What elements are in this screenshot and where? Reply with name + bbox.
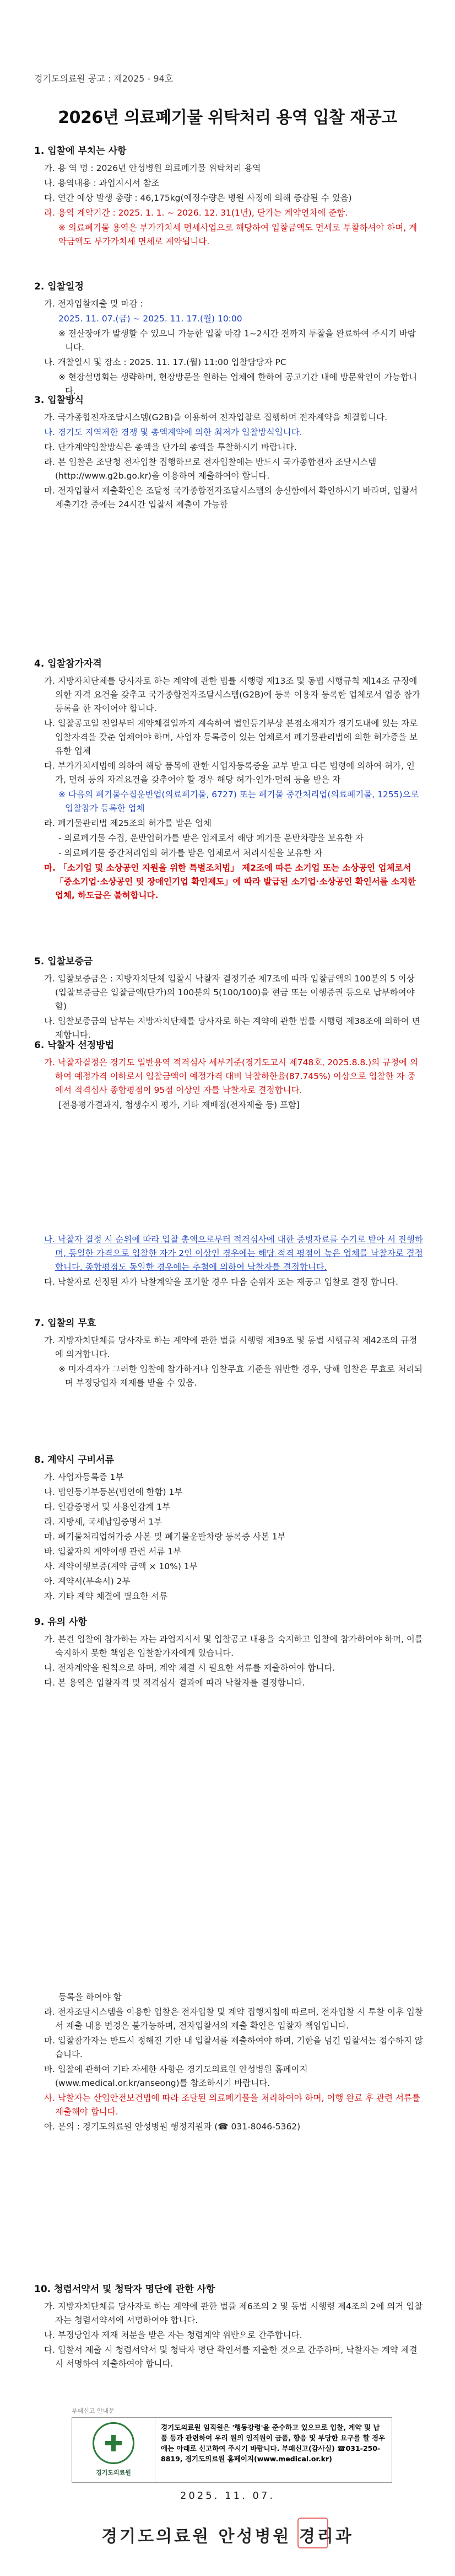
note: [전용평가결과지, 첨생수지 평가, 기타 재배점(전자제출 등) 포함] xyxy=(58,1100,300,1110)
section-heading: 1. 입찰에 부치는 사항 xyxy=(34,146,127,157)
list-item: 라. 전자조달시스템을 이용한 입찰은 전자입찰 및 계약 집행지침에 따르며, 전자입찰 시 투찰 이후 입찰서 제출 내용 변경은 불가능하며, 전자입찰서의 제출 확인은 입찰자 책임입니다. xyxy=(44,2007,423,2031)
list-item: 다. 본 용역은 입찰자격 및 적격심사 결과에 따라 낙찰자를 결정합니다. xyxy=(44,1678,305,1688)
section-4 xyxy=(34,657,423,904)
logo-text: 경기도의료원 xyxy=(96,2469,131,2476)
list-item: 라. 폐기물관리법 제25조의 허가를 받은 업체 xyxy=(44,818,212,828)
list-item: - 의료폐기물 중간처리업의 허가를 받은 업체로서 처리시설을 보유한 자 xyxy=(58,848,323,858)
section-heading: 8. 계약시 구비서류 xyxy=(34,1455,115,1466)
list-item: 마. 입찰참가자는 반드시 정해진 기한 내 입찰서를 제출하여야 하며, 기한을 넘긴 입찰서는 접수하지 않습니다. xyxy=(44,2036,423,2059)
section-9 xyxy=(34,1616,423,1691)
section-heading: 2. 입찰일정 xyxy=(34,281,84,292)
list-item: 마. 전자입찰서 제출확인은 조달청 국가종합전자조달시스템의 송신함에서 확인하시기 바라며, 입찰서 제출기간 중에는 24시간 입찰서 제출이 가능함 xyxy=(44,486,418,509)
list-item: 바. 입찰에 관하여 기타 자세한 사항은 경기도의료원 안성병원 홈페이지(www.medical.or.kr/anseong)를 참조하시기 바랍니다. xyxy=(44,2064,308,2088)
list-item: 사. 낙찰자는 산업안전보건법에 따라 조달된 의료폐기물을 처리하여야 하며, 이행 완료 후 관련 서류를 제출해야 합니다. xyxy=(44,2093,420,2117)
list-item: 가. 낙찰자결정은 경기도 일반용역 적격심사 세부기준(경기도고시 제748호, 2025.8.8.)의 규정에 의하여 예정가격 이하로서 입찰금액이 예정가격 대비 낙찰하한율(87.745%) 이상으로 입찰한 자 중에서 적격심사 종합평점이 95점 이상인 자를 낙찰자로 결정합니다. xyxy=(44,1058,418,1095)
list-item: 라. 지방세, 국세납입증명서 1부 xyxy=(44,1517,162,1527)
section-2 xyxy=(34,280,423,399)
logo-emblem-icon xyxy=(93,2422,134,2464)
list-item: 아. 문의 : 경기도의료원 안성병원 행정지원과 (☎ 031-8046-5362) xyxy=(44,2122,301,2132)
section-6-continued xyxy=(34,1233,423,1290)
list-item: 가. 본건 입찰에 참가하는 자는 과업지시서 및 입찰공고 내용을 숙지하고 입찰에 참가하여야 하며, 이를 숙지하지 못한 책임은 입찰참가자에게 있습니다. xyxy=(44,1634,423,1658)
list-item: 다. 단가계약입찰방식은 총액을 단가의 총액을 투찰하시기 바랍니다. xyxy=(44,442,297,452)
section-7 xyxy=(34,1317,423,1391)
list-item: 나. 입찰보증금의 납부는 지방자치단체를 당사자로 하는 계약에 관한 법률 시행령 제38조에 의하여 면제합니다. xyxy=(44,1016,420,1040)
section-heading: 5. 입찰보증금 xyxy=(34,956,93,967)
list-item: 가. 입찰보증금은 : 지방자치단체 입찰시 낙찰자 결정기준 제7조에 따라 입찰금액의 100분의 5 이상(입찰보증금은 입찰금액(단가)의 100분의 5(100/100)을 현금 또는 이행증권 등으로 납부하여야 함) xyxy=(44,974,415,1011)
list-item: 나. 개찰일시 및 장소 : 2025. 11. 17.(월) 11:00 입찰담당자 PC xyxy=(44,357,286,367)
list-item: 다. 부가가치세법에 의하여 해당 품목에 관한 사업자등록증을 교부 받고 다른 법령에 의하여 허가, 인가, 면허 등의 자격요건을 갖추어야 할 경우 해당 허가·인가·면허 등을 받은 자 xyxy=(44,761,415,785)
notice-date: 2025. 11. 07. xyxy=(180,2490,275,2502)
list-item: 가. 지방자치단체를 당사자로 하는 계약에 관한 법률 시행령 제39조 및 동법 시행규칙 제42조의 규정에 의거합니다. xyxy=(44,1335,418,1359)
list-item: 라. 용역 계약기간 : 2025. 1. 1. ~ 2026. 12. 31(1년), 단가는 계약연차에 준함. xyxy=(44,208,348,218)
list-item: 다. 입찰서 제출 시 청렴서약서 및 청탁자 명단 확인서를 제출한 것으로 간주하며, 낙찰자는 계약 체결 시 서명하여 제출하여야 합니다. xyxy=(44,2345,418,2369)
list-item: 바. 입찰자의 계약이행 관련 서류 1부 xyxy=(44,1547,182,1557)
list-item: 아. 계약서(부속서) 2부 xyxy=(44,1576,131,1586)
section-5 xyxy=(34,955,423,1043)
list-item: 나. 법인등기부등본(법인에 한함) 1부 xyxy=(44,1487,183,1497)
list-item: 사. 계약이행보증(계약 금액 × 10%) 1부 xyxy=(44,1561,198,1571)
list-item: 가. 전자입찰제출 및 마감 : xyxy=(44,299,143,309)
section-9-continued xyxy=(34,1990,423,2135)
issuing-organization: 경기도의료원 안성병원 경리과 xyxy=(101,2527,354,2546)
list-item: 가. 국가종합전자조달시스템(G2B)을 이용하여 전자입찰로 집행하며 전자계약을 체결합니다. xyxy=(44,412,388,422)
section-8 xyxy=(34,1453,423,1604)
section-heading: 7. 입찰의 무효 xyxy=(34,1318,96,1329)
list-item: 자. 기타 계약 체결에 필요한 서류 xyxy=(44,1591,168,1601)
list-item: 나. 부정당업자 제재 처분을 받은 자는 청렴계약 위반으로 간주합니다. xyxy=(44,2330,302,2340)
section-heading: 9. 유의 사항 xyxy=(34,1617,87,1628)
date-range: 2025. 11. 07.(금) ~ 2025. 11. 17.(월) 10:00 xyxy=(58,314,242,324)
list-item: 나. 낙찰자 결정 시 순위에 따라 입찰 총액으로부터 적격심사에 대한 증빙자료를 수기로 받아 서 진행하며, 동일한 가격으로 입찰한 자가 2인 이상인 경우에는 해당 적격 평점이 높은 업체를 낙찰자로 결정합니다. 종합평점도 동일한 경우에는 추첨에 의하여 낙찰자를 결정합니다. xyxy=(44,1235,423,1272)
list-item: 등록을 하여야 함 xyxy=(58,1992,122,2002)
note: ※ 현장설명회는 생략하며, 현장방문을 원하는 업체에 한하여 공고기간 내에 방문확인이 가능합니다. xyxy=(58,372,418,396)
list-item: 가. 지방자치단체를 당사자로 하는 계약에 관한 법률 시행령 제13조 및 동법 시행규칙 제14조 규정에 의한 자격 요건을 갖추고 국가종합전자조달시스템(G2B)에 등록 이용자 등록한 업체로서 업종 참가등록을 한 자이어야 합니다. xyxy=(44,676,420,713)
corruption-report-box xyxy=(72,2417,392,2483)
note: ※ 다음의 폐기물수집운반업(의료폐기물, 6727) 또는 폐기물 중간처리업(의료폐기물, 1255)으로 입찰참가 등록한 업체 xyxy=(58,790,419,813)
list-item: 라. 본 입찰은 조달청 전자입찰 집행하므로 전자입찰에는 반드시 국가종합전자 조달시스템(http://www.g2b.go.kr)을 이용하여 제출하여야 합니다. xyxy=(44,457,377,481)
note: ※ 의료폐기물 용역은 부가가치세 면세사업으로 해당하여 입찰금액도 면세로 투찰하셔야 하며, 계약금액도 부가가치세 면세로 계약됩니다. xyxy=(58,223,418,246)
list-item: 마. 폐기물처리업허가증 사본 및 폐기물운반차량 등록증 사본 1부 xyxy=(44,1532,286,1542)
section-3 xyxy=(34,394,423,513)
note: ※ 미자격자가 그러한 입찰에 참가하거나 입찰무효 기준을 위반한 경우, 당해 입찰은 무효로 처리되며 부정당업자 제재를 받을 수 있음. xyxy=(58,1364,422,1388)
list-item: 나. 입찰공고일 전일부터 계약체결일까지 계속하여 법인등기부상 본점소재지가 경기도내에 있는 자로 입찰자격을 갖춘 업체여야 하며, 사업자 등록증이 있는 업체로서 폐기물관리법에 의한 허가증을 보유한 업체 xyxy=(44,718,418,756)
medical-cross-icon xyxy=(105,2435,122,2451)
section-heading: 6. 낙찰자 선정방법 xyxy=(34,1040,115,1051)
corruption-report-text: 경기도의료원 임직원은 '행동강령'을 준수하고 있으므로 입찰, 계약 및 납품 등과 관련하여 우리 원의 임직원이 금품, 향응 및 부당한 요구를 할 경우에는 아래로 신고하여 주시기 바랍니다. 부패신고(감사실) ☎031-250-8819, 경기도의료원 홈페이지(www.medical.or.kr) xyxy=(161,2423,386,2463)
corruption-notice-label: 부패신고 안내문 xyxy=(72,2407,115,2414)
section-heading: 4. 입찰참가자격 xyxy=(34,658,102,669)
list-item: 다. 연간 예상 발생 총량 : 46,175kg(예정수량은 병원 사정에 의해 증감될 수 있음) xyxy=(44,193,352,203)
list-item: 나. 전자계약을 원칙으로 하며, 계약 체결 시 필요한 서류를 제출하여야 합니다. xyxy=(44,1663,335,1673)
list-item: 가. 사업자등록증 1부 xyxy=(44,1472,124,1482)
list-item: 다. 인감증명서 및 사용인감계 1부 xyxy=(44,1502,171,1512)
note: ※ 전산장애가 발생할 수 있으니 가능한 입찰 마감 1~2시간 전까지 투찰을 완료하여 주시기 바랍니다. xyxy=(58,329,416,352)
list-item: - 의료폐기물 수집, 운반업허가를 받은 업체로서 해당 폐기물 운반차량을 보유한 자 xyxy=(58,833,364,843)
list-item: 나. 용역내용 : 과업지시서 참조 xyxy=(44,178,160,188)
notice-number: 경기도의료원 공고 : 제2025 - 94호 xyxy=(34,73,174,84)
list-item: 가. 용 역 명 : 2026년 안성병원 의료폐기물 위탁처리 용역 xyxy=(44,163,261,173)
section-heading: 3. 입찰방식 xyxy=(34,395,84,406)
official-seal-icon xyxy=(297,2518,328,2548)
list-item: 나. 경기도 지역제한 경쟁 및 총액계약에 의한 최저가 입찰방식입니다. xyxy=(44,427,302,437)
section-heading: 10. 청렴서약서 및 청탁자 명단에 관한 사항 xyxy=(34,2284,215,2295)
list-item: 마. 「소기업 및 소상공인 지원을 위한 특별조치법」 제2조에 따른 소기업 또는 소상공인 업체로서 「중소기업·소상공인 및 장애인기업 확인제도」에 따라 발급된 소기업·소상공인 확인서를 소지한 업체, 하도급은 불허합니다. xyxy=(44,863,416,900)
hospital-logo xyxy=(72,2418,155,2482)
list-item: 다. 낙찰자로 선정된 자가 낙찰계약을 포기할 경우 다음 순위자 또는 재공고 입찰로 결정 합니다. xyxy=(44,1277,398,1287)
section-10 xyxy=(34,2283,423,2372)
list-item: 가. 지방자치단체를 당사자로 하는 계약에 관한 법률 제6조의 2 및 동법 시행령 제4조의 2에 의거 입찰자는 청렴서약서에 서명하여야 합니다. xyxy=(44,2301,423,2325)
section-1 xyxy=(34,144,423,250)
section-6 xyxy=(34,1039,423,1113)
page-title: 2026년 의료폐기물 위탁처리 용역 입찰 재공고 xyxy=(58,108,397,127)
